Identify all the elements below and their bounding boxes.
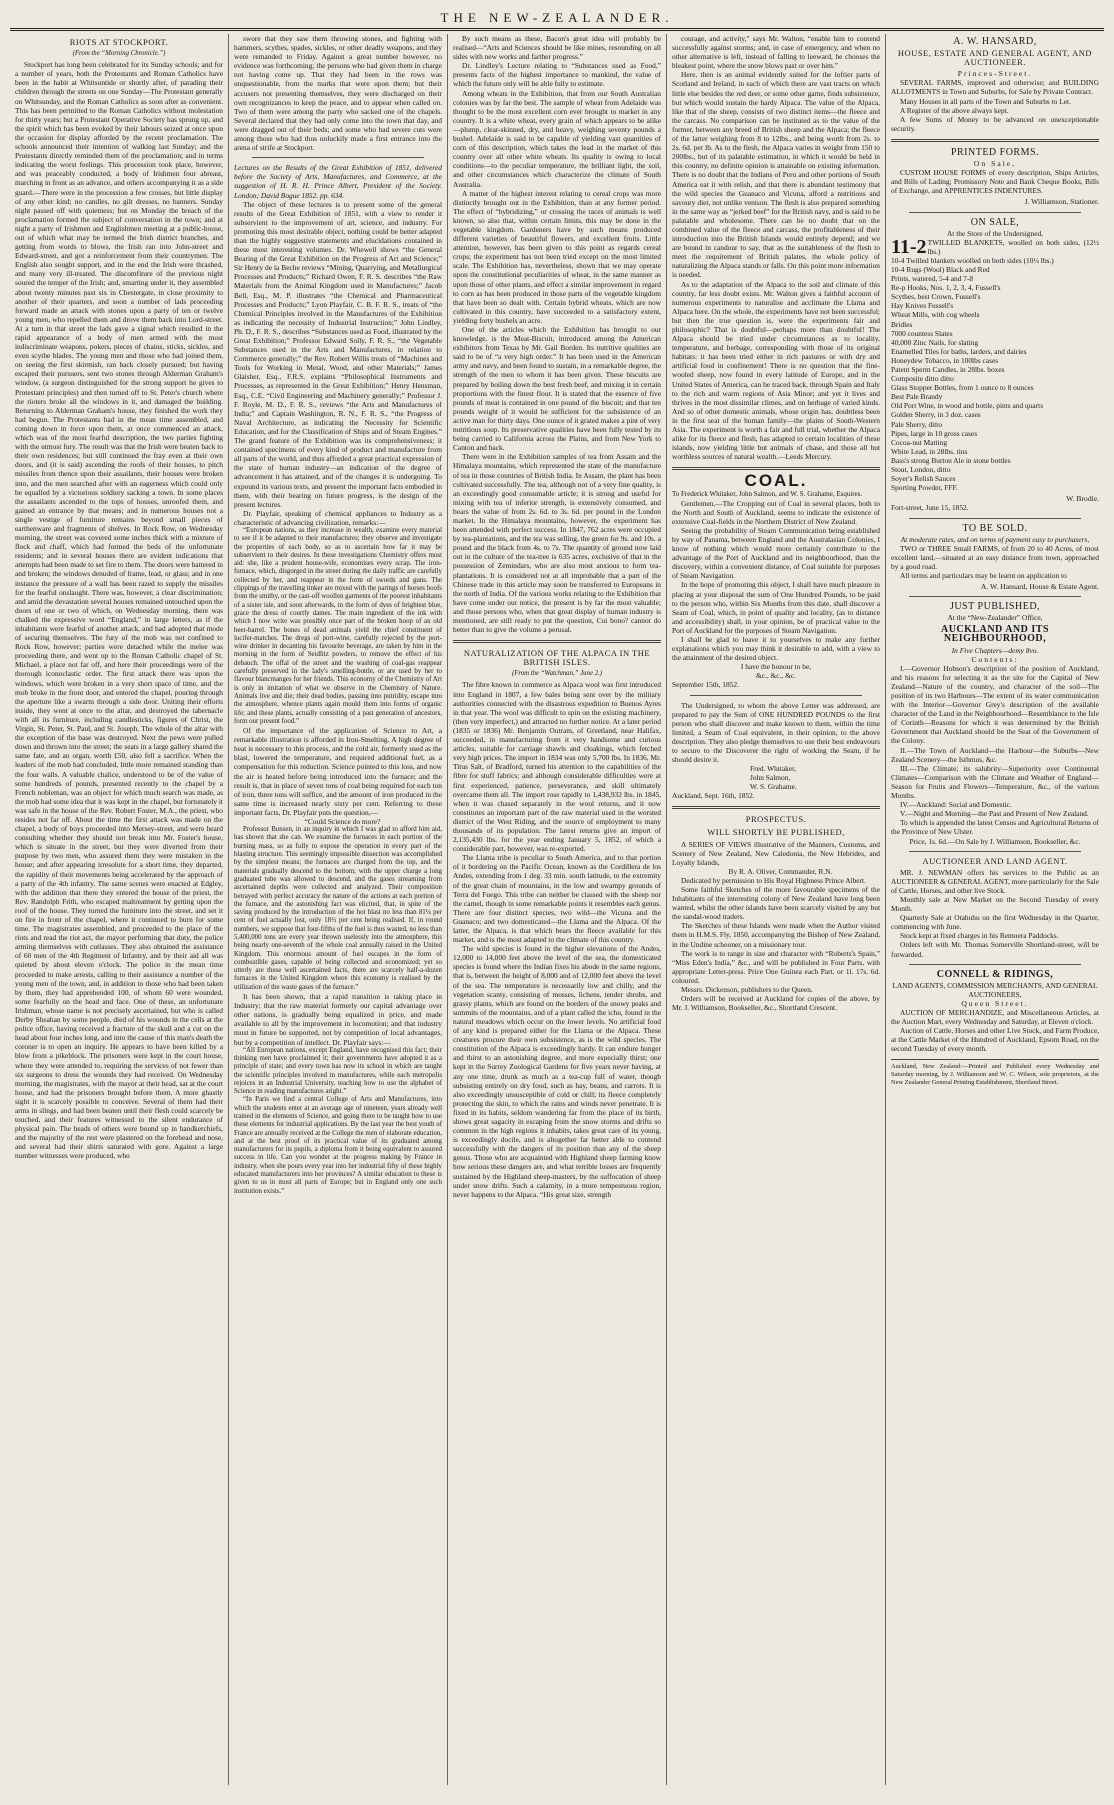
- ad-paragraph: Orders left with Mr. Thomas Somerville Shortland-street, will be forwarded.: [891, 940, 1099, 959]
- onsale-item: TWILLED BLANKETS, woolled on both sides, (12½ lbs.): [927, 237, 1099, 256]
- column-4: [667, 34, 886, 1785]
- divider: [909, 851, 1081, 852]
- column-1: [10, 34, 229, 1785]
- onsale-item: Prints, watered, 5-4 and 7-8: [891, 274, 974, 284]
- hansard-street: Princes-Street.: [957, 69, 1033, 79]
- jp-at: At the “New-Zealander” Office,: [947, 613, 1043, 623]
- coal-paragraph: I shall be glad to leave it to yourselves to make any further explanations which you may think it desirable to add, with a view to the attainment of the desired object.: [672, 635, 880, 663]
- prospectus-paragraph: Dedicated by permission to His Royal Highness Prince Albert.: [681, 875, 866, 885]
- article-paragraph: The fibre known in commerce as Alpaca wool was first introduced into England in 1807, a few bales being sent over by the military authorities connected with the disastrous expedition to Buenos Ayres in that year. The wool was difficult to spin on the existing machinery, (then very imperfect,) and attracted no further notice. At a later period (1835 or 1836) Mr. Benjamin Outram, of Greetland, near Halifax, succeeded, in manufacturing from it very handsome and curious articles, suitable for carriage shawls and cloakings, which fetched very high prices. The import in 1834 was only 5,700 lbs. In 1836, Mr. Titus Salt, of Bradford, turned his attention to the capabilities of the fibre for stuff fabrics; and although considerable difficulties were at first experienced, patience, perseverance, and skill ultimately overcame them all. The import rose rapidly to 1,438,932 lbs. in 1845, when it was chased separately in the wool returns, and it now constitutes an important part of the raw material used in the worsted district of the West Riding, and the source of employment to many thousands of its population. The latest returns give an import of 2,135,430 lbs. for the year ending January 5, 1852, of which a considerable part, however, was re-exported.: [453, 680, 661, 854]
- article-paragraph: The wild species is found in the higher elevations of the Andes, 12,000 to 14,000 feet above the level of the sea, the domesticated species is found where the Indian fixes his abode in the same regions, that is, between the height of 8,000 and of 12,000 feet above the level of the sea. The temperature is necessarily low and chilly, and the vegetation scanty, consisting of mosses, lichens, tender shrubs, and grassy plants, which are found on the borders of the snowy peaks and summits of the mountains, and of a plant called the ichu, found in the natural meadows which occur on the lower levels. No artificial food of any kind is prepared either for the Llama or the Alpaca. These creatures procure their own subsistence, as is the wild species. The constitution of the Alpaca is exceedingly hardy. It can endure hunger and thirst to an astonishing degree, and more especially thirst; one kept in the Surrey Zoological Gardens for five years never having, at any one time, drunk as much as a tea-cup full of water, though subsisting entirely on dry food, such as hay, beans, and carrots. It is also exceedingly unsusceptible of cold or chill; its fleece completely protecting the skin, to which the rains and winds never penetrate. It is fixed in its habits, seldom wandering far from the place of its birth, shows great sagacity in escaping from the snow storms and drifts so common in the high regions it inhabits, takes great care of its young, is exceedingly docile, and is altogether far better able to contend successfully with the dangers of its position than any of the sheep genus. Those who are acquainted with Highland sheep farming know how serious these dangers are, and what terrible losses are frequently sustained by the Highland sheep-masters, by the suffocation of sheep under snow drifts. Such a calamity, in a more tempestuous region, never happens to the Alpaca. “His great size, strength: [453, 944, 661, 1199]
- signer: W. S. Grahame.: [750, 782, 797, 792]
- divider: [909, 964, 1081, 965]
- onsale-date: Fort-street, June 15, 1852.: [891, 503, 969, 513]
- article-paragraph: Dr. Lindley's Lecture relating to “Substances used as Food,” presents facts of the highest importance to mankind, the value of which the future only will be able fully to estimate.: [453, 61, 661, 89]
- coal-paragraph: Seeing the probability of Steam Communication being established by way of Panama, between England and the Australasian Colonies, I know of nothing which would more certainly contribute to the advantage of the Port of Auckland and its neighbourhood, than the discovery, within a convenient distance, of Coal suitable for purposes of Steam Navigation.: [672, 525, 880, 581]
- ad-paragraph: Stock kept at fixed charges in his Remuera Paddocks.: [900, 931, 1059, 941]
- coal-date: September 15th, 1852.: [672, 680, 739, 690]
- ad-paragraph: Quarterly Sale at Otahuhu on the first Wednesday in the Quarter, commencing with June.: [891, 913, 1099, 932]
- onsale-first-row: [891, 235, 1099, 258]
- jp-item: IV.—Auckland: Social and Domestic.: [900, 800, 1012, 810]
- onsale-item: Glass Stopper Bottles, from 1 ounce to 8 ounces: [891, 383, 1034, 393]
- prospectus-author: By R. A. Oliver, Commander, R.N.: [728, 866, 833, 876]
- article-paragraph: There were in the Exhibition samples of tea from Assam and the Himalaya mountains, which represented the state of the manufacture of tea in those countries of British India. In Assam, the plant has been cultivated successfully. The tea, although not of a very fine quality, is an exceedingly good consumable article; it is strong and useful for mixing with tea of inferior strength, is extensively consumed, and bears the value of from 2s. 6d. to 3s. 6d. per pound in the London market. In the Himalaya mountains, however, the experiment has been attended with perfect success. In 1847, 762 acres were occupied by tea-plantations, and the tea was selling, the green for 9s. and 10s. a pound and the black from 4s. to 7s. The quantity of ground now laid out in the culture of the tea-tree is 635 acres, exclusive of that in the possession of Zemindars, who are also most anxious to form tea-plantations. It is considered not at all improbable that a part of the Chinese trade in this article may soon be transferred to Europeans in the north of India. Of the various works relating to the Exhibition that have come under our notice, the present is by far the most valuable; and those persons who, when that great display of human industry is mentioned, are still ready to put the question, Cui bono? cannot do better than to give the volume a perusal.: [453, 452, 661, 635]
- onsale-at: At the Store of the Undersigned,: [946, 228, 1044, 238]
- coal-etc: &c., &c., &c.: [755, 671, 797, 681]
- quote-line: “Could Science do more?: [304, 817, 381, 827]
- article-paragraph: As to the adaptation of the Alpaca to the soil and climate of this country, far less doubt exists. Mr. Walton gives a faithful account of numerous experiments to naturalise and acclimate the Llama and Alpaca here. On the whole, the experiments have not been successful; but then the true question is, were the experiments fair and philosophic? That is doubtful—perhaps more than doubtful! The Alpaca should be tried under circumstances as to locality, temperature, and herbage, corresponding with those of its original habitats: it has been tried either in rich pastures or with dry and artificial food in confinement! There is no question that the fine-wooled sheep, now found in every latitude of Europe, and in the United States of America, can be traced back, through Spain and Italy to the rich and warm regions of Asia Minor; and yet it lives and thrives in the most dissimilar climes, and on herbage of varied kinds. And so of other domestic animals, whose origin has, doubtless been in the first seat of the human family—the plains of South-Western Asia. The experiment is worth a fair and full trial, whether the Alpaca alike for its fleece and flesh, has adapted to certain localities of these islands, now yielding little but animals of chase, and those all but worthless sources of natural wealth.—Leeds Mercury.: [672, 279, 880, 462]
- onsale-item: Bridles: [891, 319, 913, 329]
- hansard-title: HOUSE, ESTATE AND GENERAL AGENT, AND AUCTIONEER.: [897, 48, 1093, 68]
- onsale-item: Patent Sperm Candles, in 28lbs. boxes: [891, 365, 1005, 374]
- jp-item: V.—Night and Morning—the Past and Present of New Zealand.: [900, 809, 1089, 819]
- onsale-big-number: 11-2: [891, 235, 927, 258]
- columns: [10, 34, 1104, 1785]
- divider: [252, 157, 424, 158]
- onsale-item: Golden Sherry, in 3 doz. cases: [891, 410, 981, 420]
- article-paragraph: It has been shown, that a rapid transition is taking place in Industry; that the raw material formerly our capital advantage over other nations, is gradually being equalized in price, and made available to all by the improvement in locomotion; and that industry must in future be supported, not by competition of local advantages, but by a competition of intellect. Dr. Playfair says:—: [234, 992, 442, 1047]
- column-2: [229, 34, 448, 1785]
- newman-title: AUCTIONEER AND LAND AGENT.: [922, 855, 1068, 866]
- onsale-item: Honeydew Tobacco, in 100lbs cases: [891, 355, 999, 365]
- forms-sign: J. Williamson, Stationer.: [1024, 197, 1099, 207]
- ad-paragraph: Many Houses in all parts of the Town and Suburbs to Let.: [900, 96, 1071, 106]
- ad-paragraph: A few Sums of Money to be advanced on unexceptionable security.: [891, 114, 1099, 133]
- prospectus-paragraph: The Sketches of these Islands were made when the Author visited them in H.M.S. Fly, 1850, accompanying the Bishop of New Zealand, in the Undine schooner, on a missionary tour.: [672, 921, 880, 949]
- column-5: [886, 34, 1104, 1785]
- article-paragraph: One of the articles which the Exhibition has brought to our knowledge, is the Meat-Biscuit, introduced among the American exhibitors from Texas by Mr. Gail Borden. Its nutritive qualities are said to be of “a very high order.” It has been used in the American army and navy, and been found to sustain, in a remarkable degree, the strength of the men to whom it has been given. These biscuits are prepared by boiling down the best fresh beef, and mixing it in certain proportions with the finest flour. It is stated that the essence of five pounds of meat is contained in one pound of the biscuit; and that ten pounds weight of it would be sufficient for the subsistence of an active man for thirty days. One ounce of it grated makes a pint of very nutritious soup. Its preservative qualities have been fully tested by its being carried to California across the Plains, and from New York to Canton and back.: [453, 325, 661, 453]
- prospectus-paragraph: Messrs. Dickenson, publishers to the Queen.: [681, 985, 813, 994]
- onsale-item: Cocoa-nut Matting: [891, 437, 948, 447]
- onsale-item: Soyer's Relish Sauces: [891, 474, 956, 484]
- prospectus-paragraph: A SERIES OF VIEWS illustrative of the Manners, Customs, and Scenery of New Zealand, New Caledonia, the New Hebrides, and Loyalty Islands,: [672, 839, 880, 867]
- divider: [909, 596, 1081, 597]
- onsale-item: Scythes, best Crown, Fussell's: [891, 292, 981, 302]
- connell-street: Queen Street.: [961, 998, 1029, 1008]
- divider: [909, 518, 1081, 519]
- onsale-item: Sporting Powder, FFF.: [891, 483, 958, 493]
- coal-close: I have the honour to be,: [740, 662, 812, 672]
- prospectus-sub: WILL SHORTLY BE PUBLISHED,: [707, 827, 845, 838]
- coal-paragraph: Gentlemen,—The Cropping out of Coal in several places, both to the North and South of Auckland, seems to indicate the existence of extensive Coal-fields in the Northern District of New Zealand.: [672, 498, 880, 526]
- quote-paragraph: “All European nations, except England, have recognised this fact; their thinking men have proclaimed it; their governments have adopted it as a principle of state; and every town has now its school in which are taught the scientific principles involved in manufactures, while each metropolis rejoices in an Industrial University, teaching how to use the alphabet of Science in reading manufactures aright.”: [234, 1046, 442, 1096]
- jp-price: Price, 1s. 6d.—On Sale by J. Williamson, Bookseller, &c.: [909, 836, 1081, 846]
- divider: [909, 212, 1081, 213]
- onsale-item: Hay Knives Fussell's: [891, 301, 954, 311]
- onsale-list: [891, 256, 1099, 492]
- divider: [672, 467, 880, 470]
- tobesold-sign: A. W. Hansard, House & Estate Agent.: [980, 582, 1099, 592]
- coal-reply: The Undersigned, to whom the above Letter was addressed, are prepared to pay the Sum of ONE HUNDRED POUNDS to the first person who shall discover and make known to them, within the time limited, a Seam of Coal equivalent, in their opinion, to the above description. They also pledge themselves to use their best endeavours to secure to the Discoverer the right of working the Seam, if he should desire it.: [672, 700, 880, 765]
- onsale-item: Pipes, large in 10 gross cases: [891, 428, 978, 438]
- article-paragraph: The Llama tribe is peculiar to South America, and to that portion of it bordering on the Pacific Ocean, known as the Cordillera de los Andes, extending from 1 deg. 33 min. south latitude, to the extremity of the great chain of mountains, in the low and swampy grounds of Terra del Fuego. This tribe can neither be classed with the sheep nor the camel, though in some remarkable points it resembles each genus. There are four distinct species, two wild—the Vicuna and the Guanaco; and two domesticated—the Llama and the Alpaca. Of the latter, the Alpaca, is that which bears the fleece available for this market, and is the most adapted to the climate of this country.: [453, 853, 661, 945]
- coal-addressee: To Frederick Whitaker, John Salmon, and W. S. Grahame, Esquires.: [672, 489, 863, 498]
- ad-paragraph: CUSTOM HOUSE FORMS of every description, Ships Articles, and Bills of Lading; Promissory Note and Bank Cheque Books, Bills of Exchange, and APPRENTICES INDENTURES.: [891, 168, 1099, 196]
- jp-title: JUST PUBLISHED,: [949, 601, 1041, 613]
- jp-chapters: In Five Chapters—demy 8vo.: [951, 645, 1039, 655]
- onsale-item: White Lead, in 28lbs. tins: [891, 446, 968, 456]
- jp-item: II.—The Town of Auckland—the Harbour—the Suburbs—New Zealand Scenery—the Isthmus, &c.: [891, 745, 1099, 764]
- quote-paragraph: “European nations, as they increase in wealth, examine every material to see if it be adapted to their manufactures; they observe and investigate the properties of each body, so as to ascertain how far it may be subservient to their desires. In these investigations Chemistry offers most aid: she, like a prudent house-wife, economises every scrap. The iron-furnace, which, disgorged in the street during the daily traffic are carefully collected by her, and reappear in the form of swords and guns. The clippings of the travelling tinker are mixed with the parings of horses hoofs from the smithy, or the cast-off woollen garments of the poorest inhabitants of a sister isle, and soon afterwards, in the form of dyes of brightest blue, grace the dress of courtly dames. The main ingredient of the ink with which I now write was possibly once part of the broken hoop of an old beer-barrel. The bones of dead animals yield the chief constituent of lucifer-matches. The dregs of port-wine, carefully rejected by the port-wine drinker in decanting his favourite beverage, are taken by him in the morning in the form of Seidlitz powders, to remove the effect of his debauch. The offal of the street and the washing of coal-gas reappear carefully preserved in the lady's smelling-bottle, or are used by her to flavour blancmanges for her friends. This economy of the Chemistry of Art is only in imitation of what we observe in the Chemistry of Nature. Animals live and die; their dead bodies, passing into putridity, escape into the atmosphere, whence plants again mould them into forms of organic life; and these plants, actually consisting of a past generation of ancestors, form our present food.”: [234, 526, 443, 725]
- source-line: (From the “Watchman,” June 2.): [511, 670, 603, 678]
- jp-book: AUCKLAND AND ITS NEIGHBOURHOOD,: [940, 624, 1049, 645]
- article-paragraph: Stockport has long been celebrated for its Sunday schools; and for a number of years, both the Protestants and Roman Catholics have been in the habit at Whitsuntide or shortly after, of parading their children through the streets on one Sunday—The Protestant generally on Whitsunday, and the Roman Catholics as soon after as convenient. This has been permitted to the Roman Catholics without molestation for thirty years; but a Protestant Operative Society has sprung up, and the spirit which has been evoked by their labours seized at once upon the occasion for display afforded by the recent proclamation. The schools announced their intention of walking last Sunday; and the Protestants directly reminded them of the proclamation; and in terms indicating the worst feelings. This procession took place, however, and was peaceably conducted, a body of Irishmen four abreast, marching in front as an advance, and others accompanying it as a side guard.—There were in the procession a few crosses, but little display of any other kind; no candles, no gilt dresses, no banners. Sunday night passed off with quietness; but on Monday the breach of the proclamation formed the subject of conversation in the town; and at night a party of Irishmen and Englishmen meeting at a public-house, out of which what may be termed the Irish district branches, and getting from words to blows, the Irish ran into John-street and Edward-street, and got a reinforcement from their countrymen. The English also sought support, and in the end the Irish were thrashed, and many very ill-treated. The discomfiture of the previous night soured the temper of the Irish; and, smarting under it, they assembled about twenty minutes past six in Chestergate, in close proximity to another of their quarters, and soon a number of lads proceeding forward made an attack with stones upon a party of ten or twelve young men, who repelled them and drove them back into Lord-street. At a turn in that street the lads gave a signal which resulted in the rapid appearance of a body of men armed with the most indiscriminate weapons, pokers, pieces of chains, sticks, sickles, and even scythe blades. The young men and those who had joined them, on seeing the first skirmish, ran back closely pursued; but having escaped their pursuers, sent two stones through Alderman Graham's window, (a surgeon distinguished for the strong support he gives to Protestant principles) and then turned off to St. Peter's church where the rioters broke all the windows in it, and damaged the building. Returning to Alderman Graham's house, they finished the work they had begun. The Protestants had in the mean time assembled, and coming down in force upon them, at once commenced an attack, which was of the most fearful description, the two parties fighting with the utmost fury. The result was that the Irish were beaten back to their own residences; but still continued the fray even at their own doors, and (it is said) ascending the roofs of their houses, to pitch missiles from thence upon their assailants, their houses were broken into, and the men searched after with an eagerness which could only be equalled by a victorious soldiery sacking a town. In some places the assailants ascended to the tops of houses, unroofed them, and gained an entrance by that means; and in numerous houses not a single vestige of furniture remains beyond small pieces of earthenware and fragments of shelves. In Rock Row, on Wednesday morning, the street was covered some inches thick with a mixture of flock and chaff, which had formed the beds of the unfortunate residents; and in several houses there are evident indications that attempts had been made to set fire to them. The doors were battered in and broken; the windows denuded of frame, lead, or glass; and in one instance the pressure of a wall has been razed to supply the missiles for the fearful onslaught. There was, however, a clear discrimination; and amid the devastation several houses remained untouched upon the doors of one or two of which, on Wednesday morning, there was chalked the expressive word “England,” in large letters, as if the inhabitants were fearful of another attack, and had adopted that mode of securing themselves. The fury of the mob was not confined to Rock Row, however; parties were detached while the melee was proceeding there, and went up to the Roman Catholic chapel of St. Michael, a place not far off, and here their proceedings were of the thorough iconoclastic order. The first attack there was upon the windows, which were broken in a very short space of time, and the mob broke in the front door, and entered the chapel, pouring through the aperture like a swarm through a side door. Uniting their efforts inside, they went at once to the altar, and destroyed the tabernacle with all its furniture, including candlesticks, figures of Christ, the Virgin, St. Peter, St. Paul, and St. Joseph. The whole of the altar with the exception of the base was destroyed. Next the pews were pulled down and thrown into the street; the seats in a large gallery shared the same fate, and an organ, worth £50, also fell a sacrifice. When the leaders of the mob had concluded, little more remained standing than the four walls. A valuable chalice, understood to be of the value of some hundreds of pounds, presented recently to the chapel by a French nobleman, was an object for which much search was made, as the mob had some idea that it was kept in the chapel, but fortunately it was safe in the house of the Rev. Robert Foster, M.A., the priest, who resides not far off. About the time the first attack was made on the chapel, a body of boys proceeded into Mersey-street, and were heard consulting whether they should not break into Mr. Foster's house, which is situate in the street, but they were diverted from their purpose by two men, who assured them they were mistaken in the house; and after appearing irresolute for a short time, they departed, the rapidity of their movements being accelerated by the approach of a party of the 4th infantry. The same scenes were enacted at Edgley, with the addition that there they entered the house of the priest, the Rev. Randolph Frith, who escaped maltreatment by getting upon the roof of the house. They turned the furniture into the street, and set it on fire in front of the chapel, where it continued to burn for some time. The magistrates assembled, and proceeded to the place of the riots and read the riot act, the mayor performing that duty, the police arming themselves with cutlasses. They also obtained the assistance of 60 men of the 4th Regiment of Infantry, and by their aid all was quieted by about eleven o'clock. The police in the mean time proceeded to make arrests, calling to their assistance a number of the young men of the town, and, in addition to those who had been taken by them, they had apprehended 100, of whom 60 were wounded, some fearfully on the head and face. One of these, an unfortunate Irishman, whose name is not precisely ascertained, but who is called Derby Sheahan by some people, died of his wounds in the cells at the police office, having received a fracture of the skull and a cut on the head about four inches long, and into the cause of this man's death the coroner is to open an inquiry. He appears to have been killed by a blow from a pikeblock. The prisoners were kept in the court house, where they were attended to, requiring the services of not fewer than six surgeons to dress the wounds they had received. On Wednesday morning, the magistrates, with the mayor at their head, sat at the court house, and had the prisoners brought before them. A more ghastly sight it is scarcely possible to conceive. Several of them had their arms in slings, and had been beaten until their flesh could scarcely be touched, and their features witnessed to the silent endurance of physical pain. The heads of others were bound up in handkerchiefs, and the majority of the rest were plastered on the forehead and nose, and several had their shirts saturated with gore. Against a large number witnesses were produced, who: [15, 60, 223, 1161]
- review-heading: Lectures on the Results of the Great Exhibition of 1851, delivered before the Society of Arts, Manufactures, and Commerce, at the suggestion of H. R. H. Prince Albert, President of the Society. London; David Bogue 1852. pp. 634.: [234, 163, 442, 200]
- coal-place-date: Auckland, Sept. 16th, 1852.: [672, 791, 755, 801]
- tobesold-title: TO BE SOLD.: [962, 522, 1028, 534]
- jp-item: III.—The Climate; its salubrity—Superiority over Continental Climates—Comparison with the Climate and Weather of England—Season for Fruits and Flowers—Temperature, &c., of the various Months.: [891, 763, 1099, 801]
- divider: [891, 139, 1099, 142]
- ad-paragraph: A Register of the above always kept.: [900, 105, 1009, 115]
- imprint: Auckland, New Zealand:—Printed and Published every Wednesday and Saturday morning, by J. Williamson and W. C. Wilson, sole proprietors, at the New Zealander General Printing Establishment, Shortland Street.: [891, 1059, 1099, 1086]
- newspaper-page: [10, 10, 1104, 1785]
- article-paragraph: Dr. Playfair, speaking of chemical appliances to Industry as a characteristic of advancing civilization, remarks:—: [234, 508, 442, 527]
- prospectus-paragraph: Some faithful Sketches of the more favourable specimens of the Inhabitants of the interesting colony of New Zealand have long been wanted, whilst the other islands have been scarcely visited by any but the sandal-wood traders.: [672, 884, 880, 922]
- article-paragraph: Of the importance of the application of Science to Art, a remarkable illustration is afforded in Iron-Smelting. A high degree of heat is necessary to this process, and the cold air, formerly used as the blast, lowered the temperature, and required additional fuel, as a compensation for this reduction. Science pointed to this loss, and now the air is heated before being introduced into the furnace; and the result is, that in place of seven tons of coal being required for each ton of iron, three tons will suffice, and the amount of iron produced in the same time is increased nearly sixty per cent. Referring to these important facts, Dr. Playfair puts the question,—: [234, 726, 442, 817]
- coal-title: COAL.: [744, 471, 808, 491]
- article-paragraph: The object of these lectures is to present some of the general results of the Great Exhibition of 1851, with a view to render it subservient to the improvement of art, science, and industry. For promoting this most desirable object, nothing could be better adapted than the highly suggestive statements and elucidations contained in these most interesting volumes. Dr. Whewell shows “the General Bearing of the Great Exhibition on the Progress of Art and Science;” Sir Henry de la Beche reviews “Mining, Quarrying, and Metallurgical Processes and Products;” Richard Owen, F. R. S. describes “the Raw Materials from the Animal Kingdom used in Manufactures;” Jacob Bell, Esq., M. P. illustrates “the Chemical and Pharmaceutical Processes and Products;” Lyon Playfair, C. B. F. R. S., treats of “the Chemical Principles involved in the Manufactures of the Exhibition as indicating the necessity of Industrial Instruction;” John Lindley, Ph. D., F. R. S., describes “Substances used as Food, illustrated by the Great Exhibition;” Professor Edward Solly, F. R. S., “the Vegetable Substances used in the Arts and Manufactures, in relation to Commerce generally;” the Rev. Robert Willis treats of “Machines and Tools for Working in Metal, Wood, and other Materials;” James Glaisher, Esq., F.R.S. explains “Philosophical Instruments and Processes, as represented in the Great Exhibition;” Henry Hensman, Esq., C.E. “Civil Engineering and Machinery generally;” Professor J. F. Royle, M. D., F. R. S., reviews “the Arts and Manufactures of India;” and Captain Washington, R. N., F. R. S., “the Progress of Naval Architecture, as indicating the Necessity for Scientific Education, and for the Classification of Ships and of Steam Engines.” The grand feature of the Exhibition was its comprehensiveness; it contained specimens of every kind of product and manufacture from all parts of the world, and thus afforded a great practical expression of the state of human industry—an indication of the degree of advancement it has attained, and of the changes it is undergoing. To expound its various texts, and present the important facts embodied in them, with their bearing on future progress, is the design of the present lectures.: [234, 199, 442, 509]
- article-paragraph: courage, and activity,” says Mr. Walton, “enable him to contend successfully against storms; and, in case of emergency, and when no other alternative is left, instead of falling to leeward, he chooses the bleakest point, where the snow blows past or over him.”: [672, 34, 880, 71]
- divider: [453, 640, 661, 643]
- tobesold-sub: At moderate rates, and on terms of payment easy to purchasers,: [900, 534, 1090, 544]
- onsale-item: Bass's strong Burton Ale in stone bottles: [891, 455, 1011, 465]
- signer: John Salmon,: [750, 773, 791, 783]
- source-line: (From the “Morning Chronicle.”): [72, 50, 166, 58]
- quote-paragraph: Professor Bunsen, in an inquiry in which I was glad to afford him aid, has shown that she can. We examine the furnaces in each portion of the burning mass, so as fully to expose the operation in every part of the blasting structure. This seemingly impossible dissection was accomplished by the simplest means; the furnaces are charged from the top, and the materials gradually descend to the bottom; with the upper charge a long graduated tube was allowed to descend, and the gases streaming from ascertained depths were collected and analyzed. Their composition betrayed with perfect accuracy the nature of the actions at each portion of the furnace, and the astonishing fact was elicited, that, in spite of the saving produced by the introduction of the hot blast no less than 81¼ per cent of fuel actually lost, only 18½ per cent being realised. If, in round numbers, we suppose that four-fifths of the fuel is thus wasted, no less than 5,400,000 tons are every year thrown uselessly into the atmosphere, this being nearly one-seventh of the whole coal annually raised in the United Kingdom. This enormous amount of fuel escapes in the form of combustible gases, capable of being collected and economized; yet so utterly are these well ascertained facts, there are scarcely half-a-dozen furnaces in the United Kingdom where this economy is realised by the utilization of the waste gases of the furnace.”: [234, 826, 442, 991]
- article-paragraph: swore that they saw them throwing stones, and fighting with hammers, scythes, spades, sickles, or other deadly weapons, and they were remanded to Friday. Against a great number however, no evidence was forthcoming; the persons who had given them in charge not having come up. That they had been in the rows was unquestionable, from the marks that were upon them; but their accusers not presenting themselves, they were discharged on their own recognizances to keep the peace, and to appear when called on. Two of them were among the party who sacked one of the chapels. Several declared that they had only come into the town that day, and were dragged out of their beds; and some who had severe cuts were among those who had thus unluckily made a first entrance into the arena of strife at Stockport.: [234, 34, 442, 153]
- article-paragraph: Among wheats in the Exhibition, that from our South Australian colonies was by far the best. The sample of wheat from Adelaide was thought to be the most excellent corn ever brought to market in any country. It is a white wheat, every grain of which appears to be alike—plump, clear-skinned, dry, and heavy, weighing seventy pounds a bushel. Adelaide is said to be capable of yielding vast quantities of corn of this description, which takes the lead in the market of this country over all other white wheats. Its quality is owing to local conditions—to the peculiar temperature, the brilliant light, the soil, and other circumstances which characterize the climate of South Australia.: [453, 88, 661, 189]
- onsale-item: Pale Sherry, ditto: [891, 419, 943, 429]
- onsale-item: Wheat Mills, with cog wheels: [891, 310, 980, 320]
- onsale-item: 7000 countess Slates: [891, 328, 953, 338]
- article-paragraph: A matter of the highest interest relating to cereal crops was more distinctly brought out in the Exhibition, than at any former period. The effect of “hybridizing,” or crossing the races of animals is well known, so also that, within certain limits, this may be done in the vegetable kingdom. Gardeners have by such means produced different varieties of beautiful flowers, and excellent fruits. Little attention, however, has been given to this point as regards cereal crops; the experiment has not been tried except on the most limited scale. The Exhibition has, nevertheless, shown that we may operate upon the constitutional peculiarities of wheat, in the same manner as upon those of other plants, and effect a similar improvement in regard to corn as has been produced in those parts of the vegetable kingdom that have been so dealt with. Certain hybrid wheats, which are now cultivated in this country, have succeeded to a satisfactory extent, yielding forty bushels an acre.: [453, 188, 661, 325]
- ad-paragraph: AUCTION OF MERCHANDIZE, and Miscellaneous Articles, at the Auction Mart, every Wednesday and Saturday, at Eleven o'clock.: [891, 1008, 1099, 1027]
- onsale-item: 10-4 Rugs (Wool) Black and Red: [891, 264, 990, 274]
- column-3: [448, 34, 667, 1785]
- article-paragraph: By such means as these, Bacon's great idea will probably be realised—“Arts and Sciences should be like mines, resounding on all sides with new works and farther progress.”: [453, 34, 661, 62]
- masthead: THE NEW-ZEALANDER.: [10, 10, 1104, 31]
- onsale-item: Enamelled Tiles for baths, larders, and dairies: [891, 346, 1027, 356]
- forms-title: PRINTED FORMS.: [950, 146, 1040, 158]
- ad-paragraph: SEVERAL FARMS, improved and otherwise; and BUILDING ALLOTMENTS in Town and Suburbs, for Sale by Private Contract.: [891, 78, 1099, 97]
- signer: Fred. Whitaker,: [750, 764, 797, 774]
- onsale-sign: W. Brodie.: [1066, 494, 1099, 504]
- headline-riots: RIOTS AT STOCKPORT.: [69, 37, 169, 47]
- ad-paragraph: Auction of Cattle, Horses and other Live Stock, and Farm Produce, at the Cattle Market of the Hundred of Auckland, Epsom Road, on the second Tuesday of every month.: [891, 1026, 1099, 1054]
- jp-contents: Contents:: [971, 654, 1019, 664]
- onsale-item: Composite ditto ditto: [891, 374, 954, 384]
- onsale-item: 10-4 Twilled blankets woolled on both sides (10½ lbs.): [891, 255, 1054, 265]
- prospectus-paragraph: The work is to range in size and character with “Roberts's Spain,” “Miss Eden's India,” &c., and will be published in Four Parts, with appropriate Letter-press. Price One Guinea each Part, or 1l. 17s. 6d. coloured.: [672, 948, 880, 985]
- forms-sale: On Sale,: [973, 159, 1017, 169]
- connell-title: CONNELL & RIDINGS,: [936, 968, 1054, 980]
- ad-paragraph: MR. J. NEWMAN offers his services to the Public as an AUCTIONEER & GENERAL AGENT, more particularly for the Sale of Cattle, Horses, and other live Stock.: [891, 867, 1099, 895]
- ad-paragraph: TWO or THREE Small FARMS, of from 20 to 40 Acres, of most excellent land,—situated at an easy distance from town, approached by a good road.: [891, 543, 1099, 571]
- onsale-item: Old Port Wine, in wood and bottle, pints and quarts: [891, 401, 1044, 411]
- onsale-item: Best Pale Brandy: [891, 392, 943, 402]
- headline-alpaca: NATURALIZATION OF THE ALPACA IN THE BRITISH ISLES.: [463, 648, 651, 668]
- ad-paragraph: All terms and particulars may be learnt on application to: [900, 570, 1067, 580]
- quote-paragraph: “In Paris we find a central College of Arts and Manufactures, into which the students enter at an average age of nineteen, years already well trained in the elements of Science, and going there to be taught how to use these elements for industrial applications. By the last year the best youth of France are annually received at the College the men of elaborate education, and at the best proof of its practical value of its graduated among manufacturers for its pupils, a diploma from it being equivalent to assured success in life. Can you wonder at the progress making by France in industry, when she pours every year into her industrial fifty of these highly educated manufacturers into her provinces? A similar education to these is given to us in most all parts of Europe; but in England only one such institution exists.”: [234, 1096, 442, 1195]
- jp-item: To which is appended the latest Census and Agricultural Returns of the Province of New Ulster.: [891, 818, 1099, 837]
- onsale-item: Re-p Hooks, Nos. 1, 2, 3, 4, Fussell's: [891, 283, 1001, 293]
- coal-paragraph: In the hope of promoting this object, I shall have much pleasure in placing at your disposal the sum of One Hundred Pounds, to be paid to the person who, within Six Months from this date, shall discover a Seam of Coal, which, in point of quality and locality, (as to distance and accessibility) shall, in your opinion, be of practical value to the Port of Auckland for the purposes of Steam Navigation.: [672, 580, 880, 635]
- hansard-name: A. W. HANSARD,: [953, 36, 1037, 47]
- connell-sub: LAND AGENTS, COMMISSION MERCHANTS, AND GENERAL AUCTIONEERS,: [892, 980, 1098, 999]
- onsale-item: Stout, London, ditto: [891, 465, 951, 475]
- divider: [690, 695, 862, 696]
- article-paragraph: Here, then is an animal evidently suited for the loftier parts of Scotland and Ireland, in each of which there are vast tracts on which little else besides the red deer, or some other game, finds subsistence, but which would sustain the hardy Alpaca. The value of the Alpaca, like that of the sheep, consists of two distinct items—the fleece and the carcass. No comparison can be instituted as to the value of the former, between any breed of British sheep and the Alpaca; the fleece of the latter weighing from 8 to 12lbs., and being worth from 2s. to 2s. 6d. per lb. As to the flesh, the Alpaca varies in weight from 150 to 200lbs., but of its palatable estimation, in which it would be held in this country, no definite opinion is attainable on existing information. There is no doubt that the Indians of Peru and other portions of South America eat it with relish, and that there is abundant testimony that the wild species the Guanaco and Vicuna, afford a nutritious and savoury diet, not unlike venison. The flesh is also prepared something in the same way as “jerked beef” for the British navy, and is said to be palatable and wholesome. There can be no doubt that on the combined value of the fleece and carcass, the profitableness of their introduction into the British Islands would entirely depend; and we are bound in candour to say, that as the suitableness of the flesh to meet the requirement of British palates, the whole policy of naturalizing the Alpaca stands or falls. On this point more information is needed.: [672, 70, 880, 280]
- prospectus-title: PROSPECTUS.: [745, 814, 807, 825]
- jp-item: I.—Governor Hobson's description of the position of Auckland, and his reasons for selecting it as the site for the Capital of New Zealand—Nature of the country, and character of the soil—The position of its two Harbours—The extent of its water communication with the Interior—Governor Grey's description of the available character of the Land in the Neighbourhood—Resemblance to the Isle of Corinth—Reasons for which it was determined by the British Government that Auckland should be the Seat of the Government of the Colony.: [891, 663, 1099, 746]
- prospectus-paragraph: Orders will be received at Auckland for copies of the above, by Mr. J. Williamson, Bookseller, &c., Shortland Crescent.: [672, 994, 880, 1013]
- onsale-title: ON SALE,: [970, 216, 1020, 228]
- ad-paragraph: Monthly sale at New Market on the Second Tuesday of every Month.: [891, 894, 1099, 914]
- onsale-item: 40,000 Zinc Nails, for slating: [891, 337, 979, 347]
- divider: [672, 806, 880, 809]
